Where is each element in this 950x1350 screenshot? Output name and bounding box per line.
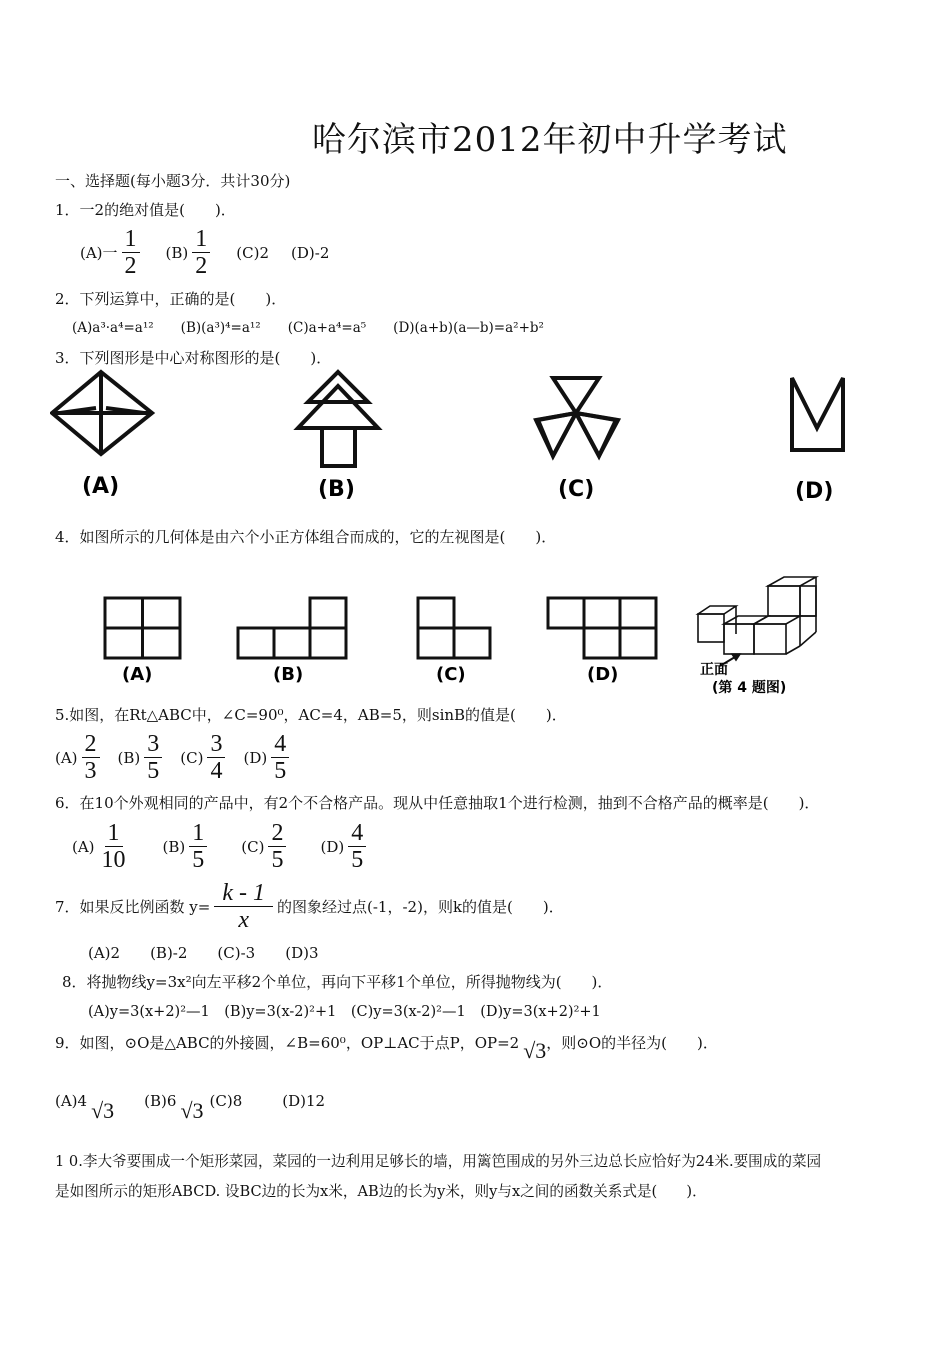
q5-option-label: (A): [55, 748, 78, 767]
q9-option-a: (A)4: [55, 1092, 88, 1110]
q3-figure-c: [536, 378, 618, 456]
section-heading: 一、选择题(每小题3分．共计30分): [55, 172, 291, 190]
q7-stem-a: 7．如果反比例函数 y=: [55, 898, 211, 917]
q5-option-a: [55, 731, 104, 785]
question-5-options: [55, 731, 307, 785]
q9-option-b: (B)6: [144, 1092, 177, 1110]
question-8-stem: 8．将抛物线y=3x²向左平移2个单位，再向下平移1个单位，所得抛物线为( )．: [62, 973, 613, 991]
q1-option-b-label: (B): [165, 243, 189, 262]
question-4-stem: 4．如图所示的几何体是由六个小正方体组合而成的，它的左视图是( )．: [55, 528, 557, 546]
q5-option-c: [180, 731, 229, 785]
question-2-options: (A)a³·a⁴=a¹² (B)(a³)⁴=a¹² (C)a+a⁴=a⁵ (D)(a+b)(a—b)=a²+b²: [72, 320, 544, 336]
q5-option-label: (D): [243, 748, 268, 767]
q4-figures: [100, 572, 840, 697]
q7-function-fraction: $\frac{k - 1}{x}$: [214, 880, 273, 934]
q6-option-label: (B): [162, 837, 186, 856]
q5-option-fraction: $\frac{2}{3}$: [82, 731, 100, 785]
q9-option-d: (D)12: [282, 1092, 326, 1110]
q6-option-fraction: $\frac{4}{5}$: [348, 820, 366, 874]
q6-option-fraction: $\frac{2}{5}$: [268, 820, 286, 874]
q4-label-d: (D): [587, 664, 619, 685]
question-9-options: [55, 1092, 325, 1124]
q4-front-label: 正面: [700, 662, 728, 678]
q6-option-b: [163, 820, 212, 874]
question-6-options: [72, 820, 400, 874]
question-1-options: [80, 226, 351, 280]
q9-option-a-sqrt: √3: [91, 1098, 115, 1123]
q6-option-label: (A): [72, 837, 95, 856]
q5-option-fraction: $\frac{4}{5}$: [271, 731, 289, 785]
question-6-stem: 6．在10个外观相同的产品中，有2个不合格产品。现从中任意抽取1个进行检测，抽到不合格产品的概率是( )．: [55, 794, 820, 812]
question-3-stem: 3．下列图形是中心对称图形的是( )．: [55, 349, 332, 367]
q1-option-a-fraction: $\frac{1}{2}$: [122, 226, 140, 280]
q5-option-label: (C): [180, 748, 204, 767]
question-1-stem: 1．一2的绝对值是( )．: [55, 201, 236, 219]
q3-figure-b: [298, 372, 378, 466]
q1-option-b-fraction: $\frac{1}{2}$: [192, 226, 210, 280]
page-title: 哈尔滨市2012年初中升学考试: [312, 120, 788, 160]
question-9-stem: [55, 1032, 718, 1064]
q4-label-a: (A): [122, 664, 153, 685]
q7-stem-b: 的图象经过点(-1，-2)，则k的值是( )．: [277, 898, 564, 917]
q6-option-label: (C): [241, 837, 265, 856]
q9-option-b-sqrt: √3: [180, 1098, 204, 1123]
q6-option-label: (D): [320, 837, 345, 856]
q6-option-c: [241, 820, 290, 874]
q9-option-c: (C)8: [209, 1092, 243, 1110]
q3-figure-a: [52, 372, 152, 454]
question-2-stem: 2．下列运算中，正确的是( )．: [55, 290, 287, 308]
question-8-options: (A)y=3(x+2)²—1 (B)y=3(x-2)²+1 (C)y=3(x-2)²—1 (D)y=3(x+2)²+1: [88, 1004, 601, 1020]
question-5-stem: 5.如图，在Rt△ABC中，∠C=90⁰，AC=4，AB=5，则sinB的值是( )．: [55, 706, 567, 724]
q5-option-label: (B): [117, 748, 141, 767]
question-7-options: (A)2 (B)-2 (C)-3 (D)3: [88, 944, 319, 962]
q5-option-fraction: $\frac{3}{5}$: [144, 731, 162, 785]
q3-label-b: (B): [318, 477, 355, 502]
question-10-line-1: 1 0.李大爷要围成一个矩形菜园，菜园的一边利用足够长的墙，用篱笆围成的另外三边总长应恰好为24米.要围成的菜园: [55, 1153, 822, 1170]
q1-option-c: (C)2: [236, 243, 270, 262]
q6-option-fraction: $\frac{1}{10}$: [101, 820, 126, 874]
q4-label-b: (B): [273, 664, 304, 685]
q5-option-b: [118, 731, 167, 785]
q6-option-d: [320, 820, 370, 874]
q3-figure-d: [792, 378, 843, 450]
q9-sqrt: √3: [523, 1038, 547, 1063]
q3-figures: [50, 368, 880, 508]
q3-label-a: (A): [82, 474, 120, 499]
q6-option-fraction: $\frac{1}{5}$: [189, 820, 207, 874]
question-7-stem: [55, 880, 564, 934]
q3-label-c: (C): [558, 477, 595, 502]
q5-option-d: [243, 731, 293, 785]
q9-stem-b: ，则⊙O的半径为( )．: [546, 1034, 718, 1052]
q5-option-fraction: $\frac{3}{4}$: [207, 731, 225, 785]
question-10-line-2: 是如图所示的矩形ABCD. 设BC边的长为x米，AB边的长为y米，则y与x之间的函数关系式是( )．: [55, 1183, 707, 1200]
q4-caption: (第 4 题图): [712, 680, 787, 696]
q1-option-a-label: (A)一: [80, 244, 118, 263]
q1-option-d: (D)-2: [291, 243, 330, 262]
q3-label-d: (D): [795, 479, 834, 504]
q4-label-c: (C): [436, 664, 466, 685]
q6-option-a: [72, 820, 133, 874]
q9-stem-a: 9．如图，⊙O是△ABC的外接圆，∠B=60⁰，OP⊥AC于点P，OP=2: [55, 1034, 520, 1052]
